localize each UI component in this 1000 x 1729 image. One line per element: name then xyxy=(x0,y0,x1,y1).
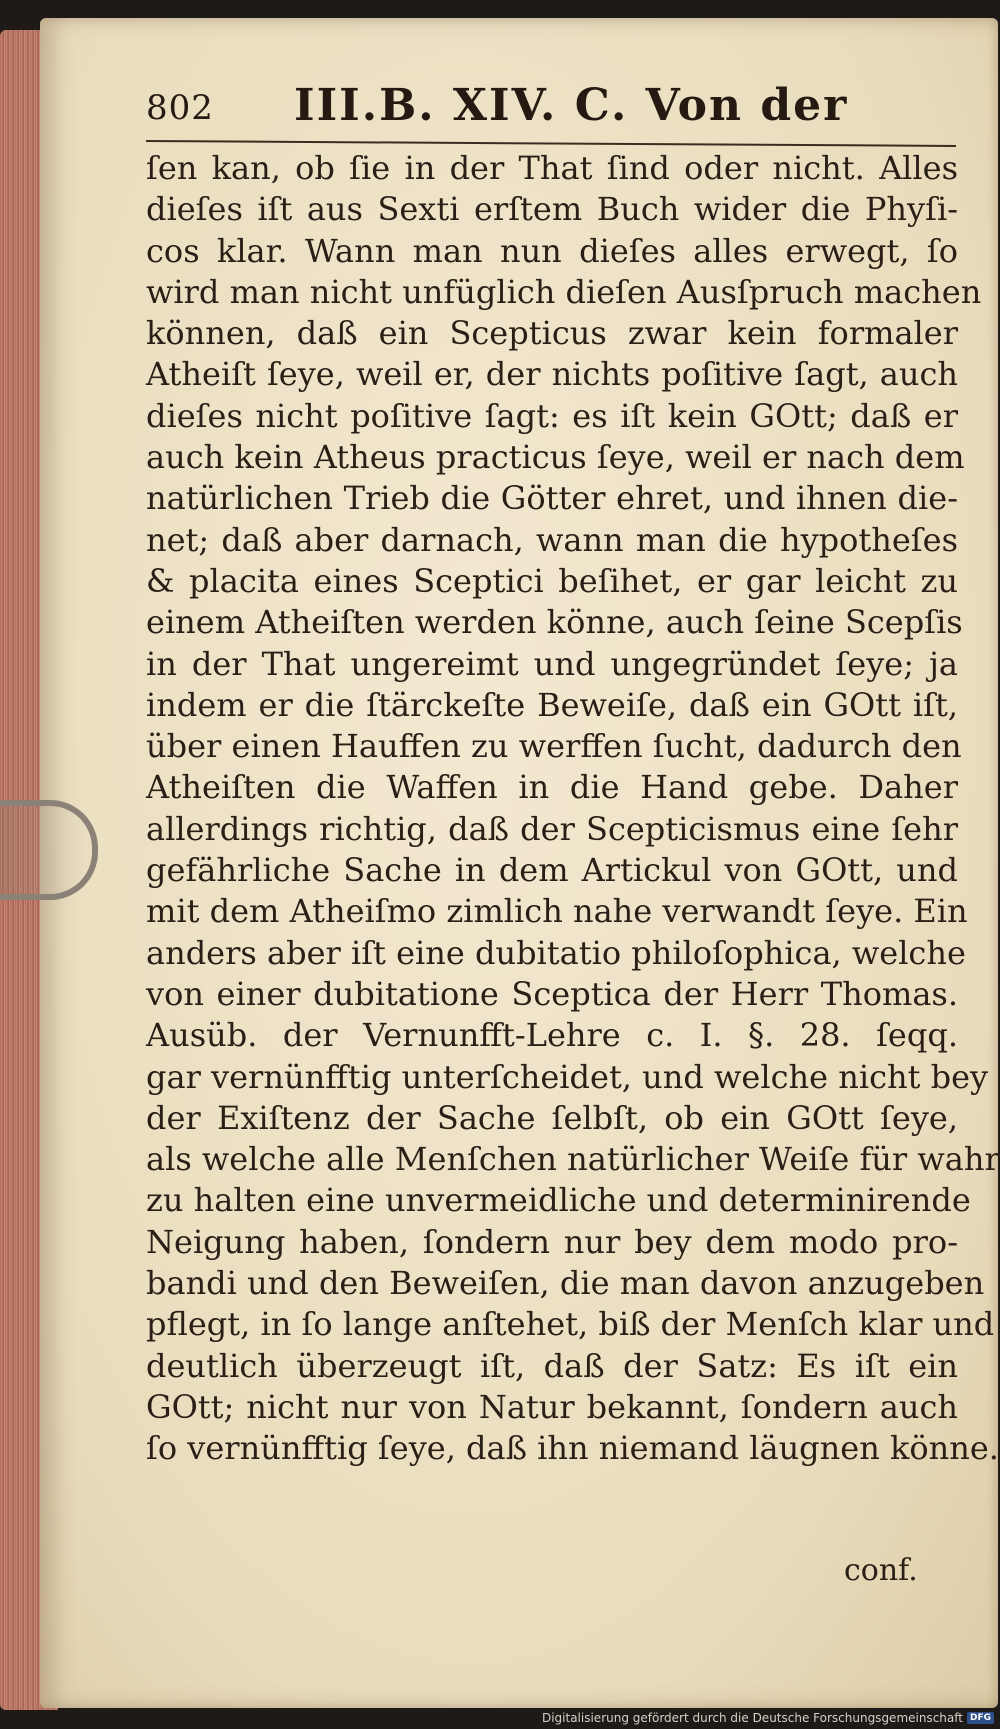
dfg-logo: DFG xyxy=(967,1712,994,1724)
text-line: dieſes nicht poſitive ſagt: es iſt kein GOtt; daß er xyxy=(146,396,958,435)
text-line: Ausüb. der Vernunfft-Lehre c. I. §. 28. ſeqq. xyxy=(146,1016,958,1055)
text-line: Atheiſten die Waffen in die Hand gebe. Daher xyxy=(146,768,958,807)
body-text xyxy=(146,148,1000,1470)
text-line: gar vernünfftig unterſcheidet, und welche nicht bey xyxy=(146,1057,989,1096)
text-line: pflegt, in ſo lange anſtehet, biß der Menſch klar und xyxy=(146,1305,995,1344)
text-line: in der That ungereimt und ungegründet ſeye; ja xyxy=(146,644,958,683)
running-head: III.B. XIV. C. Von der xyxy=(294,80,849,131)
text-line: ſo vernünfftig ſeye, daß ihn niemand läugnen könne. xyxy=(146,1429,999,1468)
text-line: wird man nicht unfüglich dieſen Ausſpruch machen xyxy=(146,272,982,311)
text-line: GOtt; nicht nur von Natur bekannt, ſondern auch xyxy=(146,1387,958,1426)
text-line: cos klar. Wann man nun dieſes alles erwegt, ſo xyxy=(146,231,958,270)
text-line: dieſes iſt aus Sexti erſtem Buch wider die Phyſi- xyxy=(146,190,958,229)
text-line: ſen kan, ob ſie in der That ſind oder nicht. Alles xyxy=(146,149,958,187)
text-line: über einen Hauffen zu werffen ſucht, dadurch den xyxy=(146,727,962,766)
text-line: bandi und den Beweiſen, die man davon anzugeben xyxy=(146,1264,985,1303)
catchword: conf. xyxy=(844,1553,918,1588)
text-line: Atheiſt ſeye, weil er, der nichts poſitive ſagt, auch xyxy=(146,355,958,394)
text-line: Neigung haben, ſondern nur bey dem modo pro- xyxy=(146,1222,958,1261)
text-line: auch kein Atheus practicus ſeye, weil er nach dem xyxy=(146,438,965,477)
text-line: einem Atheiſten werden könne, auch ſeine Scepſis xyxy=(146,603,963,642)
credit-text: Digitalisierung gefördert durch die Deutsche Forschungsgemeinschaft xyxy=(541,1711,963,1725)
book-clasp xyxy=(0,800,98,900)
text-line: natürlichen Trieb die Götter ehret, und ihnen die- xyxy=(146,479,958,518)
text-line: anders aber iſt eine dubitatio philoſophica, welche xyxy=(146,933,966,972)
text-line: net; daß aber darnach, wann man die hypotheſes xyxy=(146,520,958,559)
digitization-credit xyxy=(542,1711,994,1725)
text-line: können, daß ein Scepticus zwar kein formaler xyxy=(146,314,958,353)
text-line: deutlich überzeugt iſt, daß der Satz: Es iſt ein xyxy=(146,1346,958,1385)
text-line: als welche alle Menſchen natürlicher Weiſe für wahr xyxy=(146,1140,1000,1179)
text-line: zu halten eine unvermeidliche und determinirende xyxy=(146,1181,971,1220)
text-line: gefährliche Sache in dem Artickul von GOtt, und xyxy=(146,851,958,890)
text-line: von einer dubitatione Sceptica der Herr Thomas. xyxy=(146,974,958,1013)
text-line: mit dem Atheiſmo zimlich nahe verwandt ſeye. Ein xyxy=(146,892,968,931)
page-number: 802 xyxy=(146,88,214,128)
text-line: allerdings richtig, daß der Scepticismus eine ſehr xyxy=(146,809,958,848)
text-line: indem er die ſtärckeſte Beweiſe, daß ein GOtt iſt, xyxy=(146,685,958,724)
text-line: & placita eines Sceptici beſihet, er gar leicht zu xyxy=(146,561,958,600)
page-header xyxy=(146,80,956,140)
text-line: der Exiſtenz der Sache ſelbſt, ob ein GOtt ſeye, xyxy=(146,1098,958,1137)
